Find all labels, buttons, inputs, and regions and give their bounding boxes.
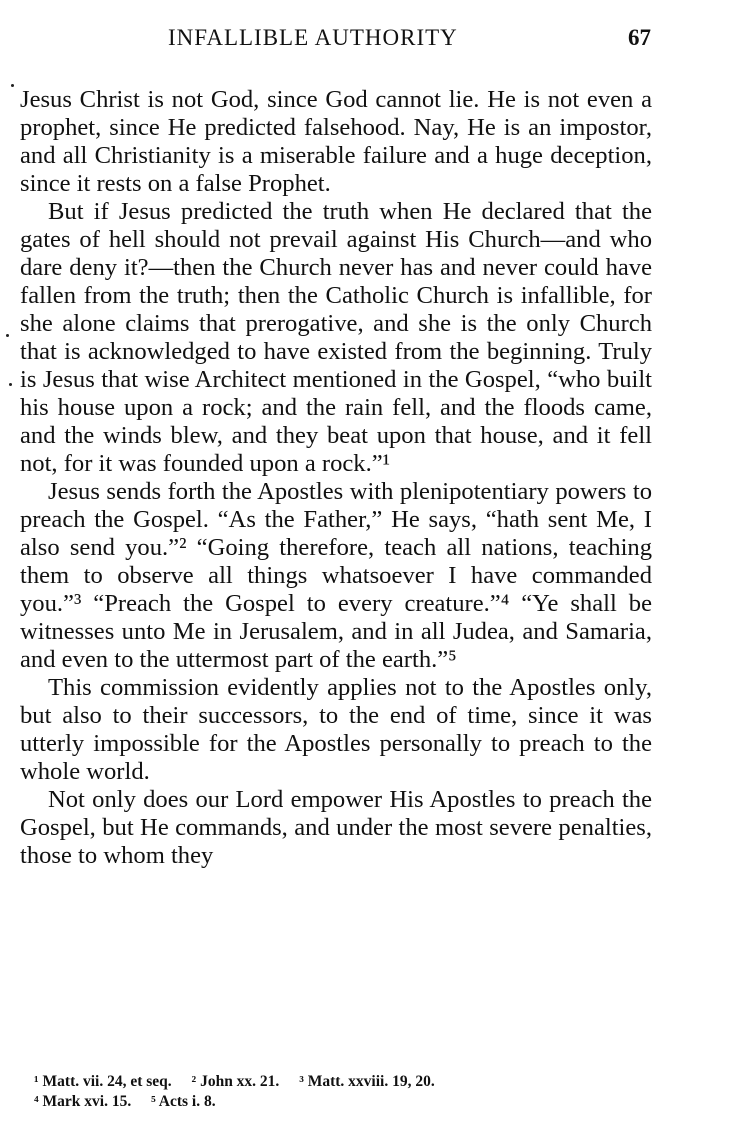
paragraph: But if Jesus predicted the truth when He declared that the gates of hell should not prevail against His Church—and who dare deny it?—then the Church never has and never could have fallen from the truth; then the Catholic Church is infallible, for she alone claims that prerogative, and she is the only Church that is acknowledged to have existed from the beginning. Truly is Jesus that wise Architect mentioned in the Gospel, “who built his house upon a rock; and the rain fell, and the floods came, and the winds blew, and they beat upon that house, and it fell not, for it was founded upon a rock.”¹ xyxy=(20,198,652,477)
footnotes xyxy=(34,1072,654,1112)
page-number: 67 xyxy=(628,25,651,50)
paragraph: Jesus sends forth the Apostles with plenipotentiary powers to preach the Gospel. “As the Father,” He says, “hath sent Me, I also send you.”² “Going therefore, teach all nations, teaching them to observe all things whatsoever I have commanded you.”³ “Preach the Gospel to every creature.”⁴ “Ye shall be witnesses unto Me in Jerusalem, and in all Judea, and Samaria, and even to the uttermost part of the earth.”⁵ xyxy=(20,478,652,673)
footnote: ² John xx. 21. xyxy=(191,1073,280,1090)
footnote: ⁴ Mark xvi. 15. xyxy=(34,1093,132,1110)
body-text xyxy=(20,86,652,870)
print-speck xyxy=(9,383,12,386)
footnote-row xyxy=(34,1092,654,1112)
print-speck xyxy=(11,84,14,87)
footnote: ¹ Matt. vii. 24, et seq. xyxy=(34,1073,172,1090)
footnote: ³ Matt. xxviii. 19, 20. xyxy=(299,1073,435,1090)
paragraph: Not only does our Lord empower His Apostles to preach the Gospel, but He commands, and under the most severe penalties, those to whom they xyxy=(20,786,652,869)
print-speck xyxy=(6,334,9,337)
running-head xyxy=(0,25,744,55)
running-title: INFALLIBLE AUTHORITY xyxy=(168,25,458,50)
paragraph: Jesus Christ is not God, since God cannot lie. He is not even a prophet, since He predicted falsehood. Nay, He is an impostor, and all Christianity is a miserable failure and a huge deception, since it rests on a false Prophet. xyxy=(20,86,652,197)
footnote: ⁵ Acts i. 8. xyxy=(151,1093,216,1110)
paragraph: This commission evidently applies not to the Apostles only, but also to their successors, to the end of time, since it was utterly impossible for the Apostles personally to preach to the whole world. xyxy=(20,674,652,785)
footnote-row xyxy=(34,1072,654,1092)
